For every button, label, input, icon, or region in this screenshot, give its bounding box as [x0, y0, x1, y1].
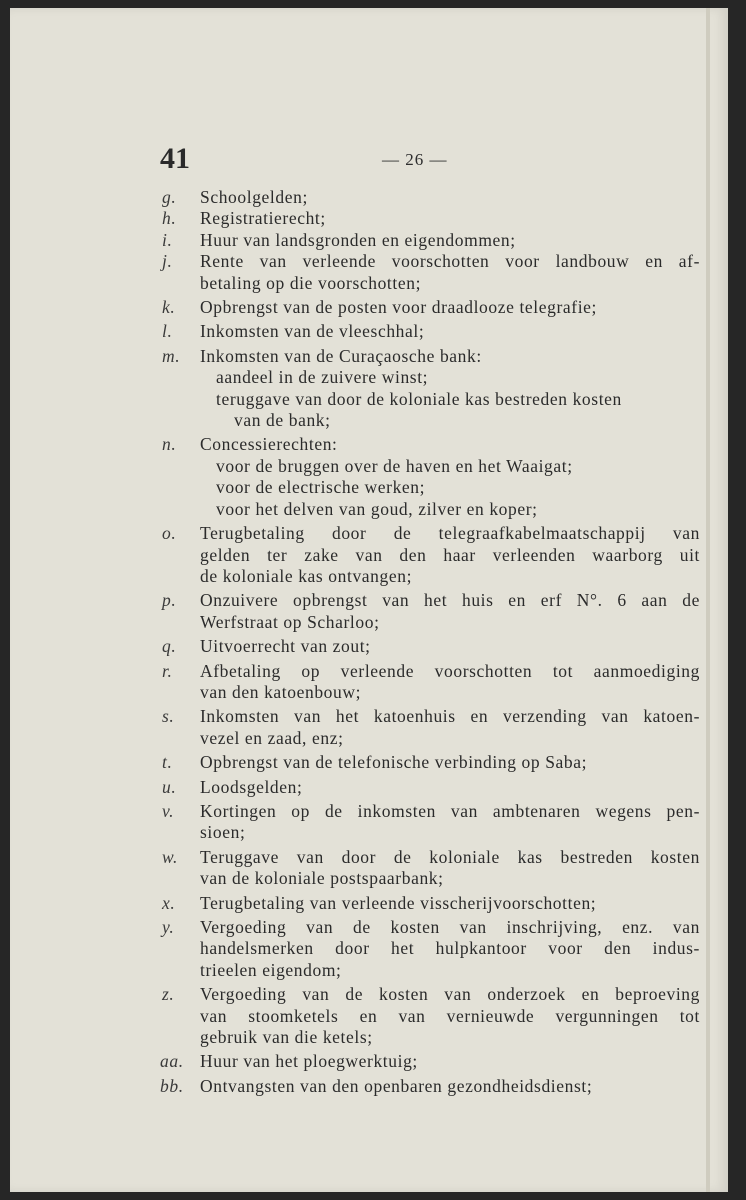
list-item: [150, 208, 700, 229]
item-text: Afbetaling op verleende voorschotten tot aanmoediging: [200, 660, 700, 681]
sub-item-text: voor de bruggen over de haven en het Waaigat;: [216, 455, 573, 476]
item-text: Inkomsten van de Curaçaosche bank:: [200, 345, 482, 366]
item-text: gebruik van die ketels;: [200, 1027, 373, 1048]
item-text: Vergoeding van de kosten van inschrijving, enz. van: [200, 917, 700, 937]
item-label: p.: [162, 590, 177, 611]
list-item: [150, 984, 700, 1048]
list-item: [150, 251, 700, 294]
list-item: [150, 706, 700, 749]
item-label: x.: [162, 892, 176, 913]
folio-number: 41: [160, 142, 190, 175]
list-item: [150, 917, 700, 981]
item-text: Registratierecht;: [200, 208, 326, 229]
item-text: Vergoeding van de kosten van onderzoek en beproeving: [200, 984, 700, 1005]
sub-item-text: teruggave van door de koloniale kas bestreden kosten: [216, 388, 622, 409]
list-item: [150, 434, 700, 520]
item-text: Concessierechten:: [200, 434, 338, 455]
item-text: Inkomsten van de vleeschhal;: [200, 321, 425, 342]
item-text: Inkomsten van het katoenhuis en verzending van katoen-: [200, 706, 700, 727]
item-text: Onzuivere opbrengst van het huis en erf N°. 6 aan de: [200, 590, 700, 611]
item-text: Teruggave van door de koloniale kas bestreden kosten: [200, 846, 700, 867]
item-label: r.: [162, 660, 173, 681]
item-label: i.: [162, 229, 173, 250]
item-text: Terugbetaling door de telegraafkabelmaatschappij van: [200, 523, 700, 544]
item-text: Schoolgelden;: [200, 187, 308, 207]
item-label: h.: [162, 208, 177, 229]
item-label: s.: [162, 706, 175, 727]
list-item: [150, 346, 700, 432]
list-item: [150, 893, 700, 914]
item-text: sioen;: [200, 822, 246, 843]
item-text: van stoomketels en van vernieuwde vergunningen tot: [200, 1005, 700, 1026]
item-text: Opbrengst van de posten voor draadlooze telegrafie;: [200, 297, 597, 318]
item-label: q.: [162, 636, 177, 657]
item-label: l.: [162, 321, 173, 342]
item-label: n.: [162, 434, 177, 455]
item-text: handelsmerken door het hulpkantoor voor den indus-: [200, 938, 700, 959]
item-text: gelden ter zake van den haar verleenden waarborg uit: [200, 544, 700, 565]
item-label: z.: [162, 984, 175, 1005]
list-item: [150, 321, 700, 342]
item-text: Opbrengst van de telefonische verbinding op Saba;: [200, 752, 588, 773]
list-item: [150, 1051, 700, 1072]
list-item: [150, 523, 700, 587]
item-label: k.: [162, 297, 176, 318]
list-item: [150, 777, 700, 798]
item-label: o.: [162, 523, 177, 544]
item-text: Terugbetaling van verleende visscherijvoorschotten;: [200, 892, 597, 913]
list-item: [150, 847, 700, 890]
item-text: Huur van het ploegwerktuig;: [200, 1051, 418, 1072]
list-item: [150, 590, 700, 633]
revenue-list: [150, 187, 700, 1097]
page-number: — 26 —: [382, 150, 448, 169]
item-label: y.: [162, 917, 175, 937]
item-text: Huur van landsgronden en eigendommen;: [200, 229, 516, 250]
item-text: Rente van verleende voorschotten voor landbouw en af-: [200, 251, 700, 272]
list-item: [150, 801, 700, 844]
item-text: van den katoenbouw;: [200, 681, 362, 702]
item-label: w.: [162, 846, 178, 867]
item-text: Kortingen op de inkomsten van ambtenaren wegens pen-: [200, 800, 700, 821]
item-label: g.: [162, 187, 177, 207]
item-text: Werfstraat op Scharloo;: [200, 611, 380, 632]
item-label: v.: [162, 800, 175, 821]
list-item: [150, 297, 700, 318]
item-label: t.: [162, 752, 173, 773]
list-item: [150, 636, 700, 657]
item-text: Ontvangsten van den openbaren gezondheidsdienst;: [200, 1075, 593, 1096]
list-item: [150, 187, 700, 208]
item-text: de koloniale kas ontvangen;: [200, 565, 413, 586]
list-item: [150, 752, 700, 773]
list-item: [150, 230, 700, 251]
item-text: betaling op die voorschotten;: [200, 272, 422, 293]
page-gutter: [706, 8, 710, 1192]
item-label: m.: [162, 345, 181, 366]
item-label: u.: [162, 776, 177, 797]
list-item: [150, 661, 700, 704]
item-label: aa.: [160, 1051, 184, 1072]
item-text: Loodsgelden;: [200, 776, 303, 797]
item-text: trieelen eigendom;: [200, 959, 342, 980]
sub-item-text: voor de electrische werken;: [216, 477, 426, 498]
item-label: j.: [162, 251, 173, 272]
sub-item-text: van de bank;: [234, 410, 331, 431]
sub-item-text: aandeel in de zuivere winst;: [216, 367, 429, 388]
item-label: bb.: [160, 1075, 184, 1096]
sub-item-text: voor het delven van goud, zilver en koper;: [216, 498, 538, 519]
list-item: [150, 1076, 700, 1097]
item-text: vezel en zaad, enz;: [200, 727, 344, 748]
item-text: van de koloniale postspaarbank;: [200, 868, 444, 889]
item-text: Uitvoerrecht van zout;: [200, 636, 371, 657]
